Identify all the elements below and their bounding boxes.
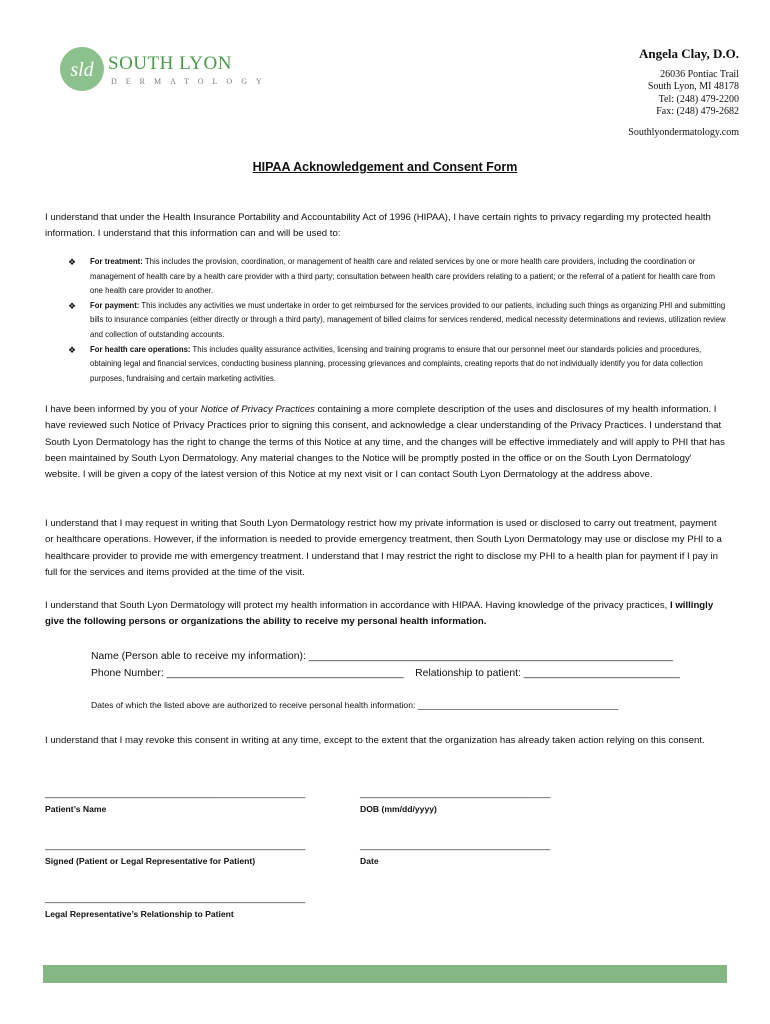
footer-green-bar [43, 965, 727, 983]
bullet-treatment [68, 255, 728, 299]
authorization-paragraph [45, 598, 725, 631]
diamond-bullet-icon: ❖ [68, 257, 77, 267]
legal-rep-line[interactable]: ____________________________________________________ [45, 893, 306, 903]
address-line-2: South Lyon, MI 48178 [647, 81, 739, 93]
paragraph-text: I understand that South Lyon Dermatology will protect my health information in accordance with HIPAA. Having knowledge of the privacy practices, [45, 600, 670, 611]
paragraph-text: I have been informed by you of your [45, 404, 201, 415]
sld-monogram-icon [58, 45, 106, 93]
patient-name-label: Patient’s Name [45, 804, 107, 814]
phone-field-label: Phone Number: [91, 668, 167, 679]
signature-line[interactable]: ____________________________________________________ [45, 840, 306, 850]
name-field-label: Name (Person able to receive my information): [91, 651, 309, 662]
authorized-person-fields [91, 648, 731, 682]
doctor-name: Angela Clay, D.O. [638, 46, 739, 61]
privacy-notice-paragraph [45, 402, 725, 483]
logo-sub-text: DERMATOLOGY [111, 77, 271, 86]
diamond-bullet-icon: ❖ [68, 300, 77, 311]
dates-field-line[interactable]: __________________________________________ [417, 700, 619, 710]
date-line[interactable]: ______________________________________ [360, 840, 551, 850]
bullet-payment [68, 299, 728, 343]
diamond-bullet-icon: ❖ [68, 344, 77, 355]
dates-field-label: Dates of which the listed above are authorized to receive personal health information: [91, 700, 418, 710]
paragraph-text: containing a more complete description of the uses and disclosures of my health information. I have reviewed such Notice of Privacy Practices prior to signing this consent, and acknowledge a clear understanding of the Privacy Practices. I understand that South Lyon Dermatology has the right to change the terms of this Notice at any time, and the changes will be effective immediately and will apply to PHI that has been maintained by South Lyon Dermatology. Any material changes to the Notice will be promptly posted in the office or on the South Lyon Dermatology' website. I will be given a copy of the latest version of this Notice at my next visit or I can contact South Lyon Dermatology at the address above. [45, 404, 725, 481]
date-label: Date [360, 856, 379, 866]
name-field-row [91, 648, 731, 665]
bullet-text: This includes the provision, coordination, or management of health care and related services by one or more health care providers, including the coordination or management of health care by a health care provider with a third party; consultation between health care providers relating to a patient; or the referral of a patient for health care from one health care provider to another. [90, 257, 715, 296]
legal-rep-label: Legal Representative’s Relationship to Patient [45, 909, 234, 919]
address-line-1: 26036 Pontiac Trail [660, 69, 739, 80]
patient-name-line[interactable]: ____________________________________________________ [45, 788, 306, 798]
bullet-operations [68, 343, 728, 387]
south-lyon-logo [58, 45, 271, 95]
bullet-text: This includes any activities we must undertake in order to get reimbursed for the services provided to our patients, including such things as organizing PHI and submitting bills to insurance companies (either directly or through a third party), management of billed claims for services rendered, medical necessity determinations and reviews, utilization review and collection of outstanding accounts. [90, 300, 726, 339]
name-field-line[interactable]: _______________________________________________________________ [308, 651, 673, 662]
dob-label: DOB (mm/dd/yyyy) [360, 804, 437, 814]
relationship-field-line[interactable]: ___________________________ [523, 668, 680, 679]
relationship-field-label: Relationship to patient: [415, 668, 524, 679]
authorization-bold-text: I willingly give the following persons or organizations the ability to receive my personal health information. [45, 600, 714, 628]
svg-text:sld: sld [70, 59, 94, 81]
uses-bullet-list [68, 255, 728, 386]
website-link[interactable]: Southlyondermatology.com [628, 126, 739, 138]
dob-line[interactable]: ______________________________________ [360, 788, 551, 798]
phone-tel: Tel: (248) 479-2200 [658, 93, 739, 105]
intro-paragraph: I understand that under the Health Insurance Portability and Accountability Act of 1996 (HIPAA), I have certain rights to privacy regarding my protected health information. I understand that this information can and will be used to: [45, 212, 711, 240]
revocation-paragraph: I understand that I may revoke this consent in writing at any time, except to the extent that the organization has already taken action relying on this consent. [45, 735, 705, 746]
dates-field-row [91, 700, 619, 710]
phone-field-line[interactable]: _________________________________________ [166, 668, 404, 679]
bullet-text: This includes quality assurance activities, licensing and training programs to ensure that our personnel meet our standards policies and procedures, obtaining legal and financial services, conducting business planning, processing grievances and complaints, creating reports that do not individually identify you for data collection purposes, fundraising and certain marketing activities. [90, 344, 703, 383]
notice-title: Notice of Privacy Practices [200, 404, 315, 415]
signature-label: Signed (Patient or Legal Representative for Patient) [45, 856, 256, 866]
form-title: HIPAA Acknowledgement and Consent Form [252, 160, 518, 174]
bullet-label: For treatment: [90, 257, 143, 266]
phone-fax: Fax: (248) 479-2682 [656, 106, 739, 118]
bullet-label: For health care operations: [90, 344, 191, 354]
bullet-label: For payment: [90, 300, 140, 310]
practice-address-block [628, 46, 739, 138]
phone-field-row [91, 665, 731, 682]
logo-brand-text: SOUTH LYON [108, 53, 232, 74]
restriction-paragraph: I understand that I may request in writing that South Lyon Dermatology restrict how my private information is used or disclosed to carry out treatment, payment or healthcare operations. However, if the information is needed to provide emergency treatment, then South Lyon Dermatology may use or disclose my PHI to a healthcare provider to provide me with emergency treatment. I understand that I may restrict the right to disclose my PHI to a health plan for payment if I pay in full for the services and items provided at the time of the visit. [45, 518, 722, 578]
